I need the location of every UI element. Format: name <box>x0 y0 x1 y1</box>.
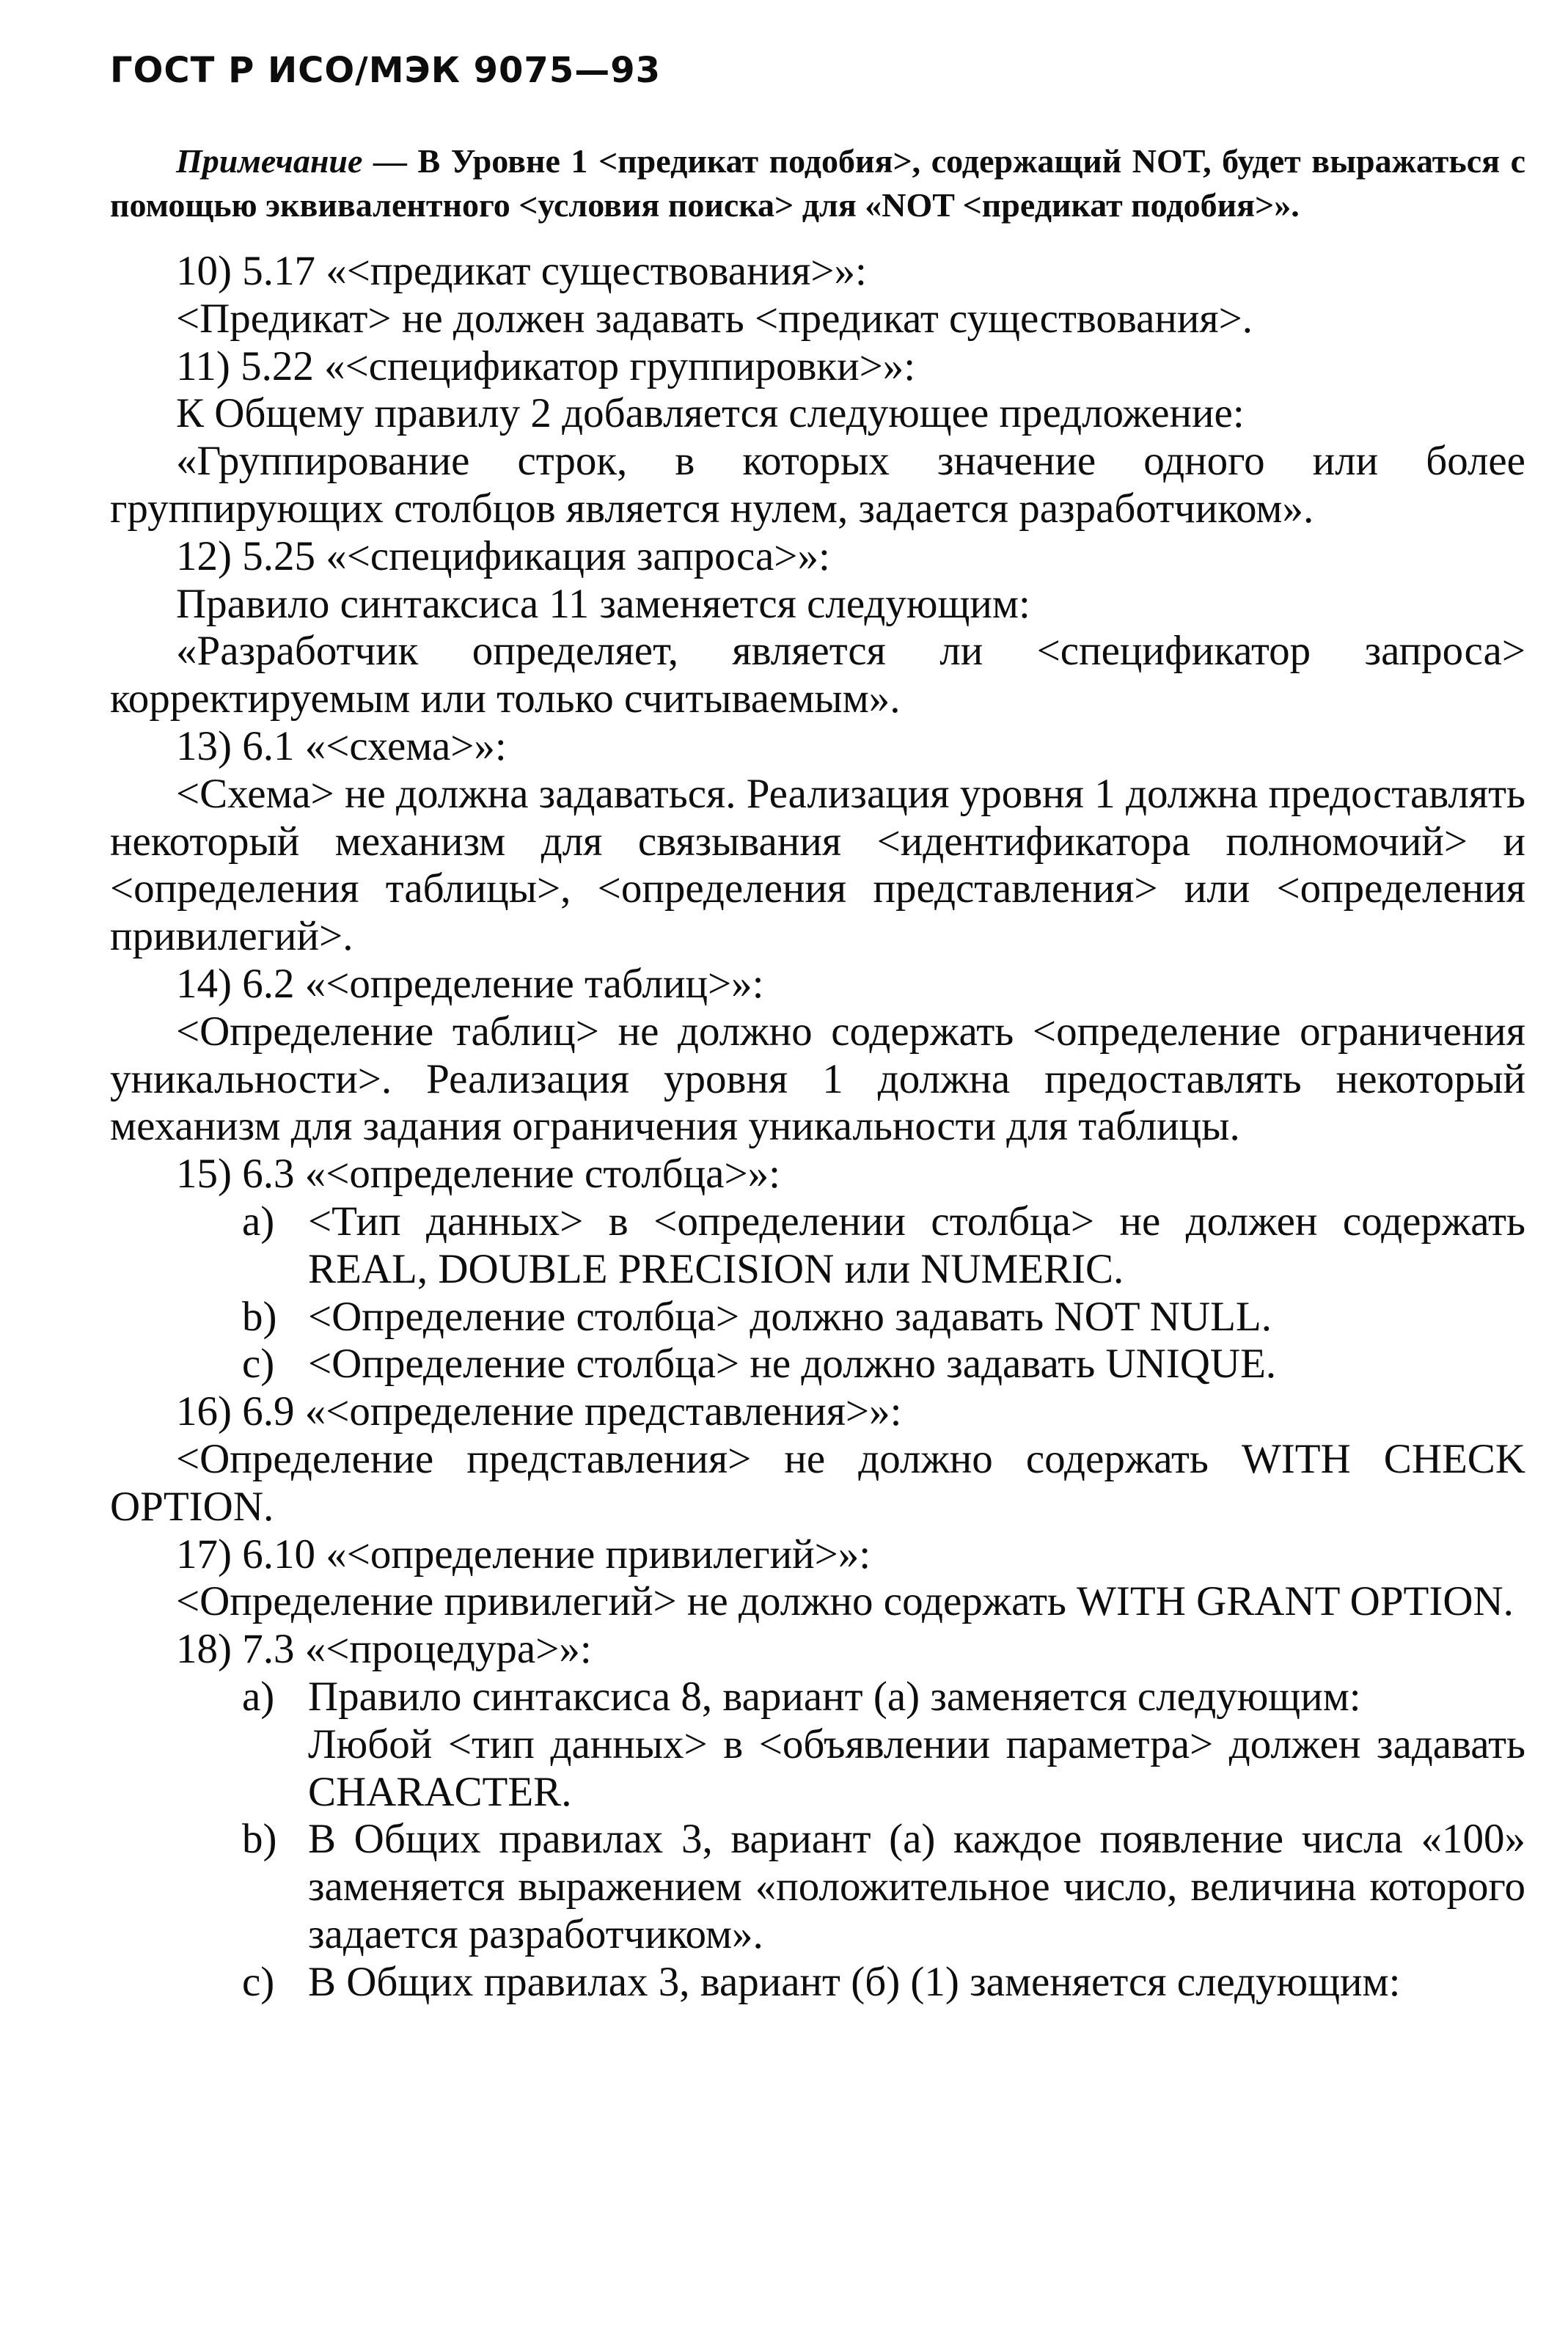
item-11-heading: 11) 5.22 «<спецификатор группировки>»: <box>176 342 916 389</box>
item-16-text: <Определение представления> не должно содержать WITH CHECK OPTION. <box>110 1435 1525 1530</box>
sub-marker: b) <box>242 1293 277 1340</box>
item-18-sub-c <box>242 1959 1525 2007</box>
item-11-text2: «Группирование строк, в которых значение одного или более группирующих столбцов является нулем, задается разработчиком». <box>110 438 1525 532</box>
sub-text-block <box>308 1674 1525 1816</box>
item-10-heading: 10) 5.17 «<предикат существования>»: <box>176 248 867 294</box>
sub-marker: c) <box>242 1341 275 1388</box>
sub-text: <Определение столбца> должно задавать NOT NULL. <box>308 1293 1272 1340</box>
item-17-heading: 17) 6.10 «<определение привилегий>»: <box>176 1531 871 1577</box>
item-12-text: Правило синтаксиса 11 заменяется следующим: <box>176 580 1030 627</box>
note-label: Примечание <box>176 142 363 180</box>
note-paragraph <box>110 139 1525 227</box>
sub-marker: a) <box>242 1198 275 1245</box>
item-15-sub-b <box>242 1294 1525 1341</box>
sub-text: В Общих правилах 3, вариант (а) каждое появление числа «100» заменяется выражением «положительное число, величина которого задается разработчиком». <box>308 1816 1525 1957</box>
sub-text: <Определение столбца> не должно задавать UNIQUE. <box>308 1341 1277 1388</box>
item-12-heading: 12) 5.25 «<спецификация запроса>»: <box>176 532 830 579</box>
page-header: ГОСТ Р ИСО/МЭК 9075—93 <box>110 50 662 91</box>
item-14-heading: 14) 6.2 «<определение таблиц>»: <box>176 960 764 1007</box>
sub-marker: b) <box>242 1816 277 1863</box>
item-15-subitems <box>242 1198 1525 1388</box>
item-15-heading: 15) 6.3 «<определение столбца>»: <box>176 1151 780 1198</box>
item-11-text: К Общему правилу 2 добавляется следующее предложение: <box>176 390 1245 437</box>
sub-text2: Любой <тип данных> в <объявлении параметра> должен задавать CHARACTER. <box>308 1720 1525 1815</box>
sub-marker: c) <box>242 1958 275 2005</box>
item-18-sub-a <box>242 1674 1525 1816</box>
item-18-sub-b <box>242 1816 1525 1958</box>
item-15-sub-c <box>242 1341 1525 1388</box>
item-18-heading: 18) 7.3 «<процедура>»: <box>176 1626 592 1673</box>
item-12-text2: «Разработчик определяет, является ли <спецификатор запроса> корректируемым или только считываемым». <box>110 628 1525 722</box>
item-15-sub-a <box>242 1198 1525 1294</box>
document-page <box>110 44 1525 2006</box>
item-10-text: <Предикат> не должен задавать <предикат существования>. <box>176 295 1253 342</box>
note-text: — В Уровне 1 <предикат подобия>, содержащий NOT, будет выражаться с помощью эквивалентного <условия поиска> для «NOT <предикат подобия>». <box>110 142 1525 224</box>
item-13-heading: 13) 6.1 «<схема>»: <box>176 722 507 769</box>
item-13-text: <Схема> не должна задаваться. Реализация уровня 1 должна предоставлять некоторый механизм для связывания <идентификатора полномочий> и <определения таблицы>, <определения представления> или <определения привилегий>. <box>110 770 1525 960</box>
item-18-subitems <box>242 1674 1525 2007</box>
item-14-text: <Определение таблиц> не должно содержать <определение ограничения уникальности>. Реализация уровня 1 должна предоставлять некоторый механизм для задания ограничения уникальности для таблицы. <box>110 1008 1525 1150</box>
item-17-text: <Определение привилегий> не должно содержать WITH GRANT OPTION. <box>176 1578 1514 1625</box>
sub-text: <Тип данных> в <определении столбца> не должен содержать REAL, DOUBLE PRECISION или NUMERIC. <box>308 1198 1525 1292</box>
sub-marker: a) <box>242 1673 275 1720</box>
item-16-heading: 16) 6.9 «<определение представления>»: <box>176 1388 902 1435</box>
sub-text: Правило синтаксиса 8, вариант (а) заменяется следующим: <box>308 1673 1361 1720</box>
sub-text: В Общих правилах 3, вариант (б) (1) заменяется следующим: <box>308 1958 1401 2005</box>
